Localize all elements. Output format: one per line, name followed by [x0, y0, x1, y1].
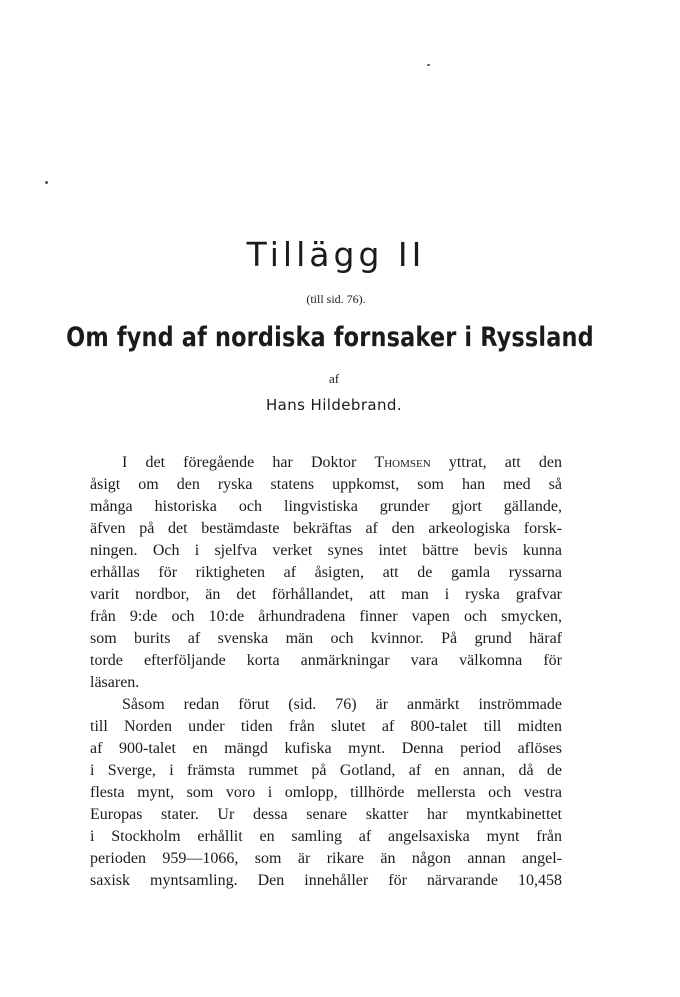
text-line: torde efterföljande korta anmärkningar vara välkomna för: [90, 652, 562, 669]
text-line: från 9:de och 10:de århundradena finner vapen och smycken,: [90, 608, 562, 625]
text-line: till Norden under tiden från slutet af 800-talet till midten: [90, 718, 562, 735]
page-reference: (till sid. 76).: [306, 292, 366, 306]
text-line: perioden 959—1066, som är rikare än någon annan angel-: [90, 850, 562, 867]
text-segment: I det föregående har Doktor: [122, 454, 375, 471]
appendix-title: Tillägg II: [246, 235, 426, 274]
text-line: Europas stater. Ur dessa senare skatter har myntkabinettet: [90, 806, 562, 823]
author-name-smallcaps: Thomsen: [374, 454, 431, 471]
by-line: af: [328, 371, 340, 386]
text-line: i Stockholm erhållit en samling af angelsaxiska mynt från: [90, 828, 562, 845]
text-line: åsigt om den ryska statens uppkomst, som han med så: [90, 476, 562, 493]
print-speck: [427, 64, 430, 66]
print-speck: [45, 181, 48, 184]
text-line: som burits af svenska män och kvinnor. På grund häraf: [90, 630, 562, 647]
text-line: af 900-talet en mängd kufiska mynt. Denna period aflöses: [90, 740, 562, 757]
text-line: många historiska och lingvistiska grunder gjort gällande,: [90, 498, 562, 515]
text-line: varit nordbor, än det förhållandet, att man i ryska grafvar: [90, 586, 562, 603]
text-line: flesta mynt, som voro i omlopp, tillhörde mellersta och vestra: [90, 784, 562, 801]
text-line: saxisk myntsamling. Den innehåller för närvarande 10,458: [90, 872, 562, 889]
text-line: ningen. Och i sjelfva verket synes intet bättre bevis kunna: [90, 542, 562, 559]
author-name: Hans Hildebrand.: [265, 396, 402, 414]
text-line: Såsom redan förut (sid. 76) är anmärkt inströmmade: [122, 696, 562, 713]
text-line: [122, 452, 562, 474]
text-line: äfven på det bestämdaste bekräftas af den arkeologiska forsk-: [90, 520, 562, 537]
text-line: erhållas för riktigheten af åsigten, att de gamla ryssarna: [90, 564, 562, 581]
chapter-title: Om fynd af nordiska fornsaker i Ryssland: [66, 322, 594, 353]
text-line: i Sverge, i främsta rummet på Gotland, af en annan, då de: [90, 762, 562, 779]
text-line: läsaren.: [90, 674, 140, 691]
text-segment: yttrat, att den: [430, 454, 562, 471]
